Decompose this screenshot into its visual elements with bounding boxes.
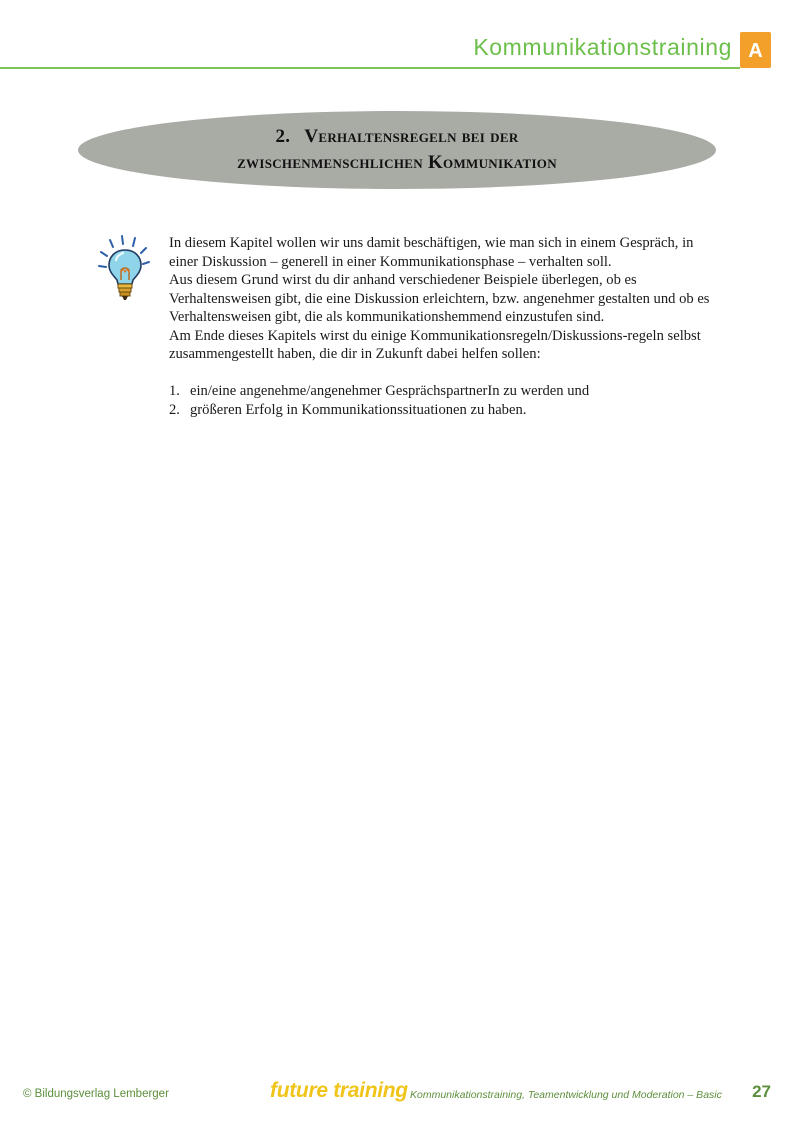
chapter-heading: [78, 111, 716, 189]
footer-subtitle: Kommunikationstraining, Teamentwicklung und Moderation – Basic: [410, 1089, 722, 1101]
page-number: 27: [752, 1082, 771, 1101]
footer-brand-logo: future training: [270, 1079, 408, 1102]
list-item: [169, 401, 714, 420]
goal-list: [169, 382, 714, 419]
header-title: Kommunikationstraining: [473, 34, 732, 60]
lightbulb-icon: [98, 234, 152, 302]
chapter-intro: [169, 234, 714, 419]
chapter-title-line-1: [275, 124, 518, 150]
list-item-number: 2.: [169, 401, 180, 418]
intro-paragraph: Am Ende dieses Kapitels wirst du einige Kommunikationsregeln/Diskussions-regeln selbst zusammengestellt haben, die dir in Zukunft dabei helfen sollen:: [169, 327, 701, 362]
chapter-title-text-1: Verhaltensregeln bei der: [304, 126, 519, 147]
list-item: [169, 382, 714, 401]
intro-paragraph: In diesem Kapitel wollen wir uns damit beschäftigen, wie man sich in einem Gespräch, in einer Diskussion – generell in einer Kommunikationsphase – verhalten soll.: [169, 235, 694, 270]
list-item-text: ein/eine angenehme/angenehmer GesprächspartnerIn zu werden und: [190, 383, 590, 399]
section-badge: [740, 32, 771, 68]
list-item-text: größeren Erfolg in Kommunikationssituationen zu haben.: [190, 401, 527, 418]
footer-copyright: © Bildungsverlag Lemberger: [23, 1088, 169, 1100]
chapter-title-line-2: zwischenmenschlichen Kommunikation: [237, 152, 557, 173]
chapter-number: 2.: [275, 126, 291, 147]
header-divider: [0, 67, 740, 69]
list-item-number: 1.: [169, 383, 180, 399]
section-badge-letter: A: [748, 40, 763, 62]
intro-paragraph: Aus diesem Grund wirst du dir anhand verschiedener Beispiele überlegen, ob es Verhaltensweisen gibt, die eine Diskussion erleichtern, bzw. angenehmer gestalten und ob es Verhaltensweisen gibt, die als kommunikationshemmend einzustufen sind.: [169, 272, 710, 325]
